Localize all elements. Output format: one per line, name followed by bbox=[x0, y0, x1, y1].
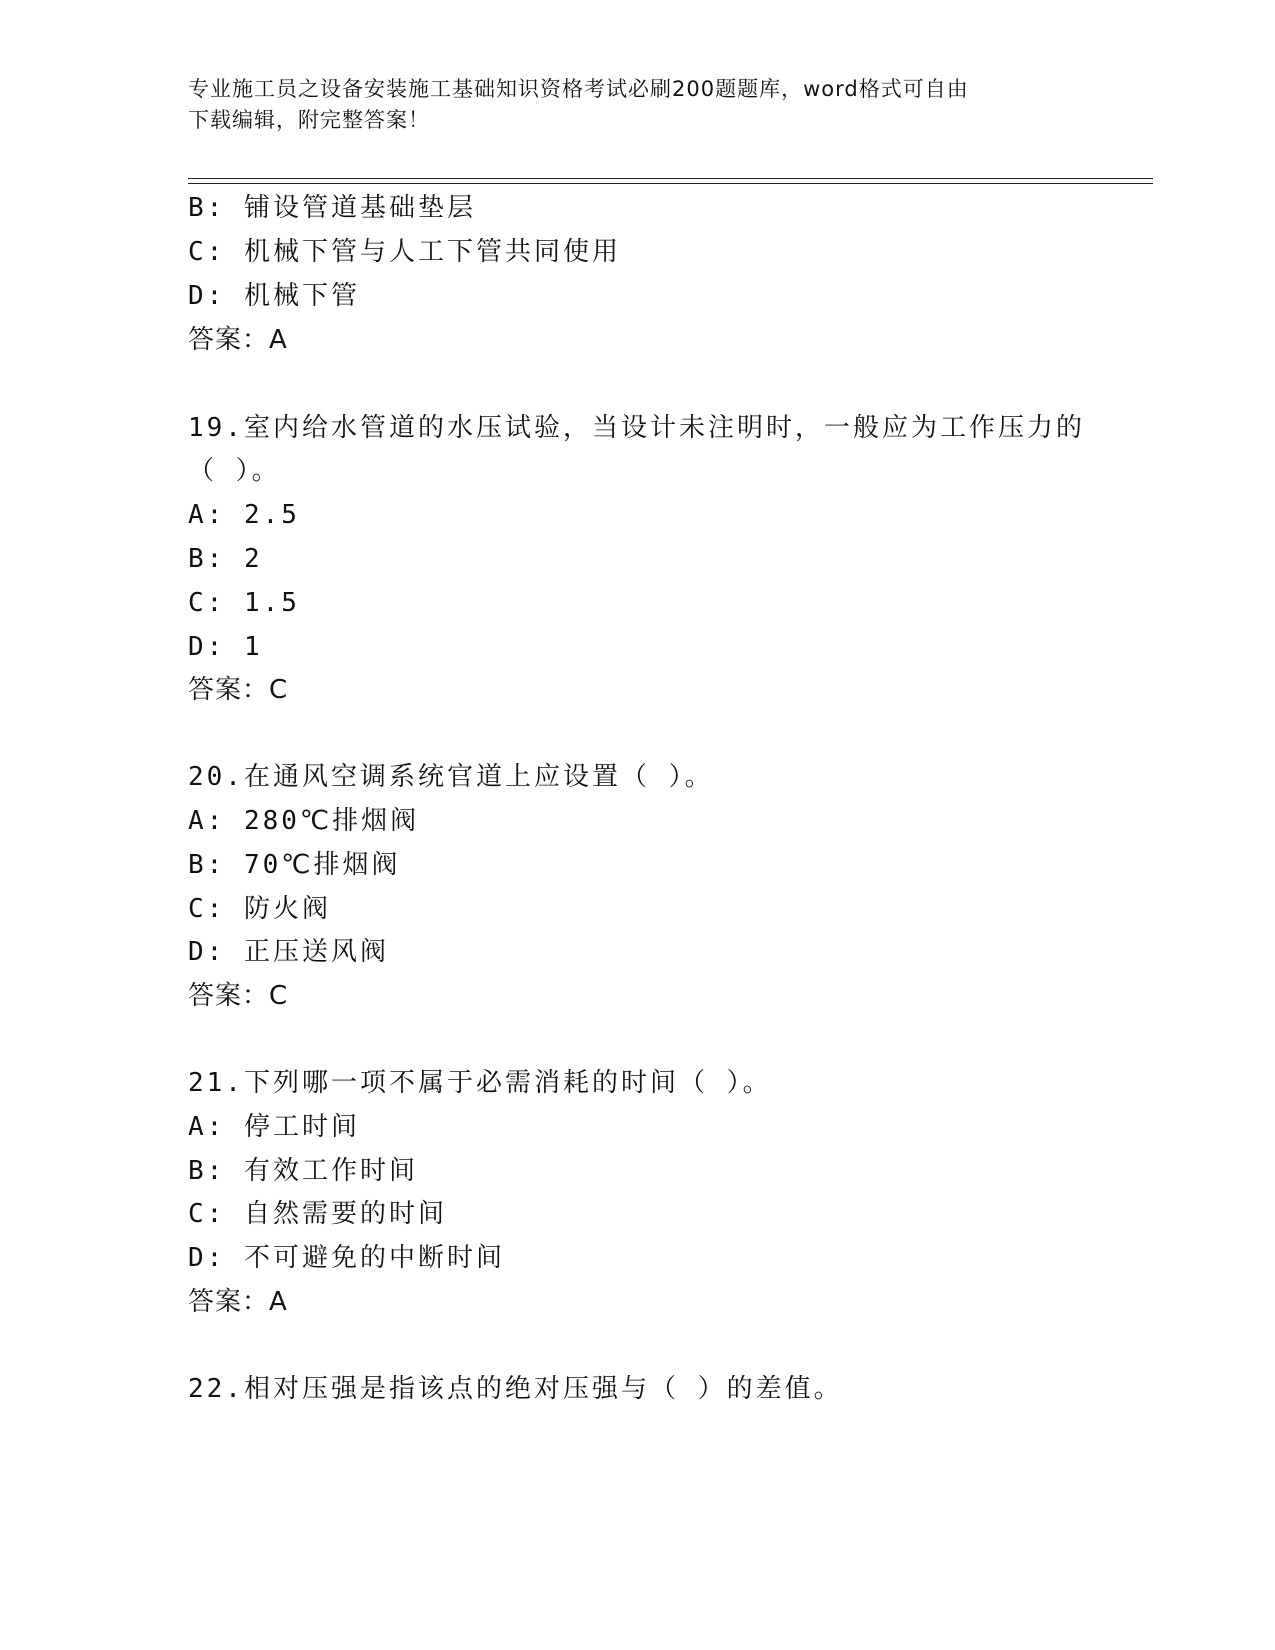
q21-option-b: B: 有效工作时间 bbox=[188, 1156, 418, 1186]
header-title-line1: 专业施工员之设备安装施工基础知识资格考试必刷200题题库，word格式可自由 bbox=[188, 77, 969, 101]
q18-answer: 答案：A bbox=[188, 325, 288, 355]
header-divider-top bbox=[188, 178, 1153, 179]
q18-option-b: B: 铺设管道基础垫层 bbox=[188, 193, 476, 223]
q21-option-c: C: 自然需要的时间 bbox=[188, 1199, 447, 1229]
q19-option-d: D: 1 bbox=[188, 632, 263, 662]
header-title-line2: 下载编辑，附完整答案！ bbox=[188, 108, 430, 132]
q20-option-a: A: 280℃排烟阀 bbox=[188, 806, 420, 836]
q21-option-a: A: 停工时间 bbox=[188, 1112, 360, 1142]
q18-option-d: D: 机械下管 bbox=[188, 281, 360, 311]
q19-option-c: C: 1.5 bbox=[188, 588, 300, 618]
header-divider-bottom bbox=[188, 183, 1153, 184]
q19-option-b: B: 2 bbox=[188, 544, 263, 574]
q18-option-c: C: 机械下管与人工下管共同使用 bbox=[188, 237, 621, 267]
q20-option-b: B: 70℃排烟阀 bbox=[188, 850, 401, 880]
q19-answer: 答案：C bbox=[188, 675, 289, 705]
q20-option-d: D: 正压送风阀 bbox=[188, 937, 389, 967]
q21-option-d: D: 不可避免的中断时间 bbox=[188, 1243, 505, 1273]
q21-stem: 21.下列哪一项不属于必需消耗的时间（ ）。 bbox=[188, 1068, 772, 1098]
q20-option-c: C: 防火阀 bbox=[188, 894, 331, 924]
q19-stem-line2: （ ）。 bbox=[188, 456, 281, 486]
q19-option-a: A: 2.5 bbox=[188, 500, 300, 530]
q22-stem: 22.相对压强是指该点的绝对压强与（ ）的差值。 bbox=[188, 1374, 843, 1404]
q21-answer: 答案：A bbox=[188, 1287, 288, 1317]
q19-stem-line1: 19.室内给水管道的水压试验，当设计未注明时，一般应为工作压力的 bbox=[188, 413, 1085, 443]
q20-stem: 20.在通风空调系统官道上应设置（ ）。 bbox=[188, 762, 714, 792]
document-header bbox=[188, 74, 1088, 136]
q20-answer: 答案：C bbox=[188, 981, 289, 1011]
